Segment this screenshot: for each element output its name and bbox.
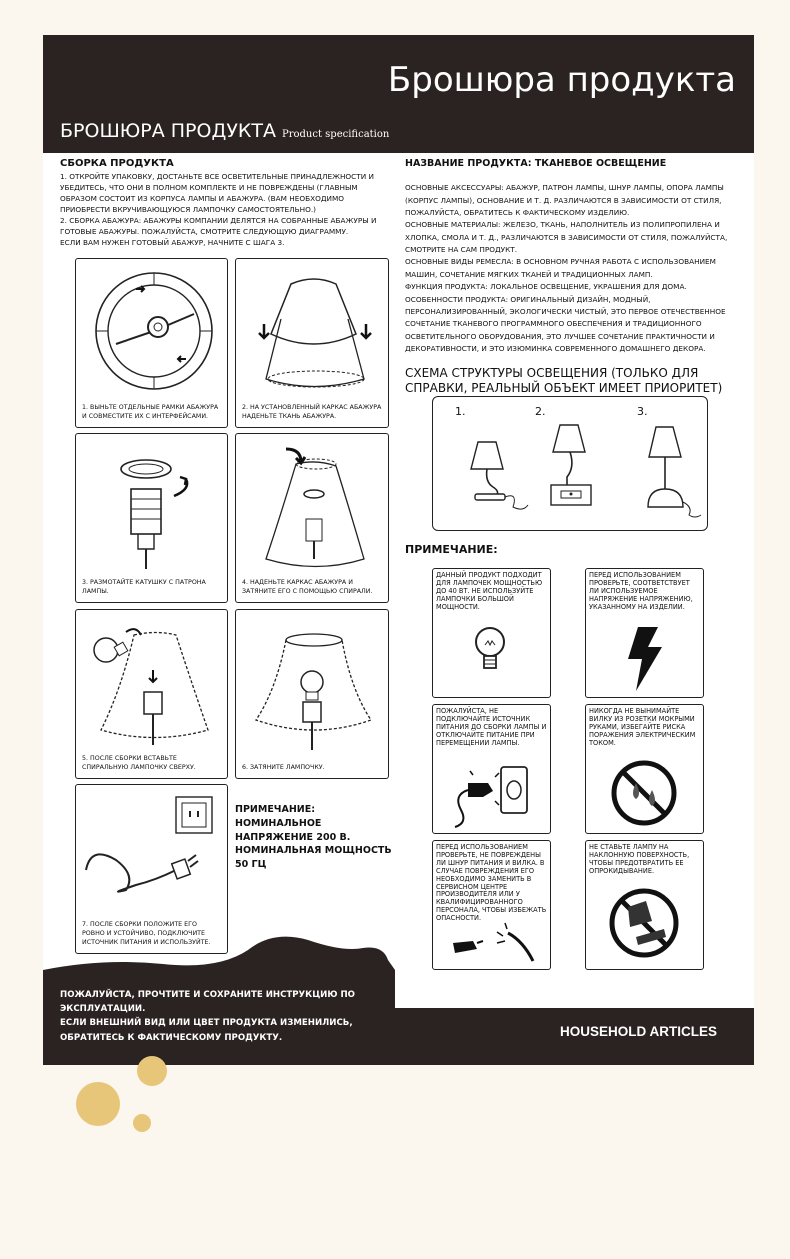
step-caption: 3. РАЗМОТАЙТЕ КАТУШКУ С ПАТРОНА ЛАМПЫ. [82,578,206,595]
notes-title: ПРИМЕЧАНИЕ: [405,543,498,556]
rating-note-line: 50 ГЦ [235,859,267,871]
footer-line: ЕСЛИ ВНЕШНИЙ ВИД ИЛИ ЦВЕТ ПРОДУКТА ИЗМЕНИЛИСЬ, ОБРАТИТЕСЬ К ФАКТИЧЕСКОМУ ПРОДУКТУ. [60,1018,353,1043]
step-caption: 6. ЗАТЯНИТЕ ЛАМПОЧКУ. [242,763,325,771]
scheme-title: СХЕМА СТРУКТУРЫ ОСВЕЩЕНИЯ (ТОЛЬКО ДЛЯ СПРАВКИ, РЕАЛЬНЫЙ ОБЪЕКТ ИМЕЕТ ПРИОРИТЕТ) [405,366,723,395]
step-caption: 5. ПОСЛЕ СБОРКИ ВСТАВЬТЕ СПИРАЛЬНУЮ ЛАМПОЧКУ СВЕРХУ. [82,754,196,771]
warning-text: ДАННЫЙ ПРОДУКТ ПОДХОДИТ ДЛЯ ЛАМПОЧЕК МОЩНОСТЬЮ ДО 40 ВТ. НЕ ИСПОЛЬЗУЙТЕ ЛАМПОЧКИ БОЛЬШОЙ МОЩНОСТИ. [436,571,543,611]
assembly-paragraph: 2. СБОРКА АБАЖУРА: АБАЖУРЫ КОМПАНИИ ДЕЛЯТСЯ НА СОБРАННЫЕ АБАЖУРЫ И ГОТОВЫЕ АБАЖУРЫ. ПОЖАЛУЙСТА, СМОТРИТЕ СЛЕДУЮЩУЮ ДИАГРАММУ. [60,215,377,236]
section-title-en: Product specification [282,129,390,140]
product-paragraph: ОСОБЕННОСТИ ПРОДУКТА: ОРИГИНАЛЬНЫЙ ДИЗАЙН, МОДНЫЙ, ПЕРСОНАЛИЗИРОВАННЫЙ, ЭКОЛОГИЧЕСКИ ЧИСТЫЙ, ЭТО ПЕРВОЕ ОТЕЧЕСТВЕННОЕ СОЧЕТАНИЕ ТКАНЕВОГО ПРОГРАММНОГО ОБЕСПЕЧЕНИЯ И ТРАДИЦИОННОГО ОСВЕТИТЕЛЬНОГО ОБОРУДОВАНИЯ, ЭТО ЛУЧШЕЕ СОЧЕТАНИЕ ПРАКТИЧНОСТИ И ДЕКОРАТИВНОСТИ, И ЭТО ИЗЮМИНКА СОВРЕМЕННОГО ДОМАШНЕГО ДЕКОРА. [405,294,726,354]
page-title: Брошюра продукта [387,60,736,100]
unplug-icon [433,705,550,833]
warning-text: НИКОГДА НЕ ВЫНИМАЙТЕ ВИЛКУ ИЗ РОЗЕТКИ МОКРЫМИ РУКАМИ, ИЗБЕГАЙТЕ РИСКА ПОРАЖЕНИЯ ЭЛЕКТРИЧЕСКИМ ТОКОМ. [589,707,696,747]
assembly-instructions [60,156,390,249]
assembly-paragraph: ЕСЛИ ВАМ НУЖЕН ГОТОВЫЙ АБАЖУР, НАЧНИТЕ С ШАГА 3. [60,237,285,247]
warning-voltage [585,568,704,698]
tighten-bulb-illustration [236,610,388,778]
warning-text: ПОЖАЛУЙСТА, НЕ ПОДКЛЮЧАЙТЕ ИСТОЧНИК ПИТАНИЯ ДО СБОРКИ ЛАМПЫ И ОТКЛЮЧАЙТЕ ПИТАНИЕ ПРИ ПЕРЕМЕЩЕНИИ ЛАМПЫ. [436,707,547,747]
step-caption: 2. НА УСТАНОВЛЕННЫЙ КАРКАС АБАЖУРА НАДЕНЬТЕ ТКАНЬ АБАЖУРА. [242,403,382,420]
rating-note [235,803,392,872]
warning-text: ПЕРЕД ИСПОЛЬЗОВАНИЕМ ПРОВЕРЬТЕ, НЕ ПОВРЕЖДЕНЫ ЛИ ШНУР ПИТАНИЯ И ВИЛКА. В СЛУЧАЕ ПОВРЕЖДЕНИЯ ЕГО НЕОБХОДИМО ЗАМЕНИТЬ В СЕРВИСНОМ ЦЕНТРЕ ПРОИЗВОДИТЕЛЯ ИЛИ У КВАЛИФИЦИРОВАННОГО ПЕРСОНАЛА, ЧТОБЫ ИЗБЕЖАТЬ ОПАСНОСТИ. [436,843,547,923]
product-paragraph: ОСНОВНЫЕ МАТЕРИАЛЫ: ЖЕЛЕЗО, ТКАНЬ, НАПОЛНИТЕЛЬ ИЗ ПОЛИПРОПИЛЕНА И ХЛОПКА, СМОЛА И Т. Д., РАЗЛИЧАЮТСЯ В ЗАВИСИМОСТИ ОТ СТИЛЯ, ПОЖАЛУЙСТА, СМОТРИТЕ НА САМ ПРОДУКТ. [405,220,728,255]
footer-line: ПОЖАЛУЙСТА, ПРОЧТИТЕ И СОХРАНИТЕ ИНСТРУКЦИЮ ПО ЭКСПЛУАТАЦИИ. [60,990,355,1015]
section-title-ru: БРОШЮРА ПРОДУКТА [60,120,276,142]
warning-wattage [432,568,551,698]
decor-dot [133,1114,151,1132]
rating-note-line: НОМИНАЛЬНОЕ [235,817,322,829]
no-water-icon [586,705,703,833]
warning-unplug [432,704,551,834]
assembly-paragraph: 1. ОТКРОЙТЕ УПАКОВКУ, ДОСТАНЬТЕ ВСЕ ОСВЕТИТЕЛЬНЫЕ ПРИНАДЛЕЖНОСТИ И УБЕДИТЕСЬ, ЧТО ОНИ В ПОЛНОМ КОМПЛЕКТЕ И НЕ ПОВРЕЖДЕНЫ (ГЛАВНЫМ ОБРАЗОМ СОСТОИТ ИЗ КОРПУСА ЛАМПЫ И АБАЖУРА. (ВАМ НЕОБХОДИМО ПРИОБРЕСТИ ВКРУЧИВАЮЩУЮСЯ ЛАМПОЧКУ САМОСТОЯТЕЛЬНО.) [60,172,374,214]
step-panel-6 [235,609,389,779]
brand-label: HOUSEHOLD ARTICLES [560,1024,718,1039]
assembly-heading: СБОРКА ПРОДУКТА [60,158,174,169]
product-paragraph: ФУНКЦИЯ ПРОДУКТА: ЛОКАЛЬНОЕ ОСВЕЩЕНИЕ, УКРАШЕНИЯ ДЛЯ ДОМА. [405,282,687,292]
scheme-label: 3. [637,405,648,418]
rating-note-line: НОМИНАЛЬНАЯ МОЩНОСТЬ [235,845,392,857]
scheme-label: 1. [455,405,466,418]
step-caption: 4. НАДЕНЬТЕ КАРКАС АБАЖУРА И ЗАТЯНИТЕ ЕГО С ПОМОЩЬЮ СПИРАЛИ. [242,578,373,595]
step-panel-1 [75,258,228,428]
section-title [60,120,389,142]
footer-notice [60,988,380,1045]
product-paragraph: ОСНОВНЫЕ АКСЕССУАРЫ: АБАЖУР, ПАТРОН ЛАМПЫ, ШНУР ЛАМПЫ, ОПОРА ЛАМПЫ (КОРПУС ЛАМПЫ), ОСНОВАНИЕ И Т. Д. РАЗЛИЧАЮТСЯ В ЗАВИСИМОСТИ ОТ СТИЛЯ, ПОЖАЛУЙСТА, ОБРАТИТЕСЬ К ФАКТИЧЕСКОМУ ИЗДЕЛИЮ. [405,183,724,217]
warning-text: ПЕРЕД ИСПОЛЬЗОВАНИЕМ ПРОВЕРЬТЕ, СООТВЕТСТВУЕТ ЛИ ИСПОЛЬЗУЕМОЕ НАПРЯЖЕНИЕ НАПРЯЖЕНИЮ, УКАЗАННОМУ НА ИЗДЕЛИИ. [589,571,693,611]
step-panel-2 [235,258,389,428]
lamp-models-icon [433,397,707,530]
rating-note-line: НАПРЯЖЕНИЕ 200 В. [235,831,351,843]
scheme-label: 2. [535,405,546,418]
warning-text: НЕ СТАВЬТЕ ЛАМПУ НА НАКЛОННУЮ ПОВЕРХНОСТЬ, ЧТОБЫ ПРЕДОТВРАТИТЬ ЕЕ ОПРОКИДЫВАНИЕ. [589,843,690,875]
product-paragraph: ОСНОВНЫЕ ВИДЫ РЕМЕСЛА: В ОСНОВНОМ РУЧНАЯ РАБОТА С ИСПОЛЬЗОВАНИЕМ МАШИН, СОЧЕТАНИЕ МЯГКИХ ТКАНЕЙ И ТРАДИЦИОННЫХ ЛАМП. [405,257,716,279]
step-caption: 7. ПОСЛЕ СБОРКИ ПОЛОЖИТЕ ЕГО РОВНО И УСТОЙЧИВО, ПОДКЛЮЧИТЕ ИСТОЧНИК ПИТАНИЯ И ИСПОЛЬЗУЙТЕ. [82,920,211,946]
step-caption: 1. ВЫНЬТЕ ОТДЕЛЬНЫЕ РАМКИ АБАЖУРА И СОВМЕСТИТЕ ИХ С ИНТЕРФЕЙСАМИ. [82,403,219,420]
light-bulb-icon [433,569,550,697]
product-name: НАЗВАНИЕ ПРОДУКТА: ТКАНЕВОЕ ОСВЕЩЕНИЕ [405,158,667,169]
step-panel-5 [75,609,228,779]
lightning-icon [586,569,703,697]
product-description [405,156,735,356]
rating-note-line: ПРИМЕЧАНИЕ: [235,804,316,815]
step-panel-4 [235,433,389,603]
warning-wet-hands [585,704,704,834]
decor-dot [76,1082,120,1126]
scheme-diagram [432,396,708,531]
decor-dot [137,1056,167,1086]
step-panel-3 [75,433,228,603]
